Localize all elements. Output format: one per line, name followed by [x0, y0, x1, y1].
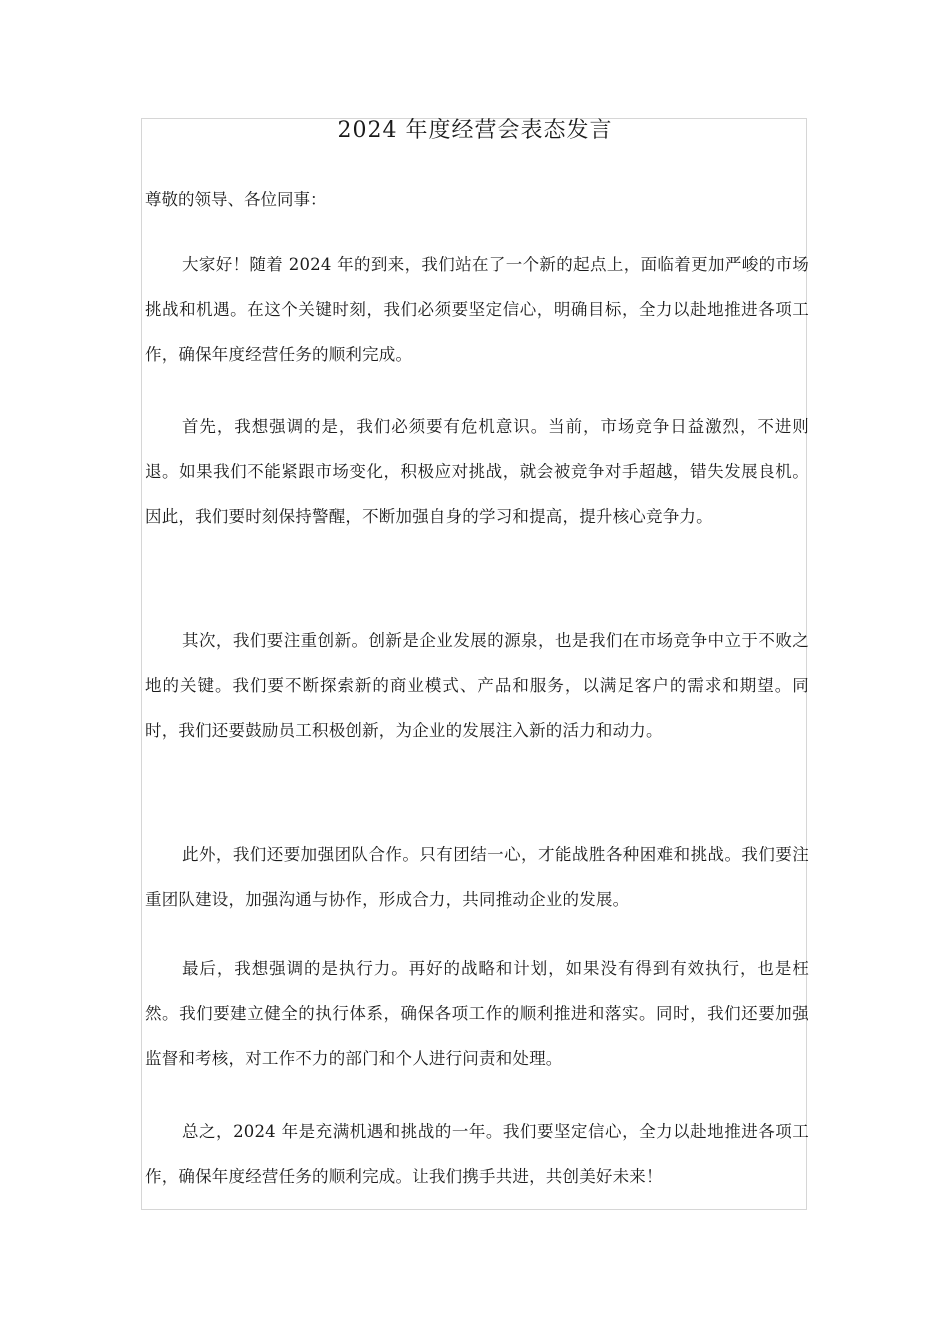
- paragraph-execution: 最后，我想强调的是执行力。再好的战略和计划，如果没有得到有效执行，也是枉然。我们要建立健全的执行体系，确保各项工作的顺利推进和落实。同时，我们还要加强监督和考核，对工作不力的部门和个人进行问责和处理。: [145, 959, 809, 1068]
- document-title: 2024 年度经营会表态发言: [337, 118, 613, 143]
- salutation: 尊敬的领导、各位同事：: [145, 190, 327, 209]
- paragraph-crisis-awareness: 首先，我想强调的是，我们必须要有危机意识。当前，市场竞争日益激烈，不进则退。如果我们不能紧跟市场变化，积极应对挑战，就会被竞争对手超越，错失发展良机。因此，我们要时刻保持警醒，不断加强自身的学习和提高，提升核心竞争力。: [145, 417, 809, 526]
- paragraph-innovation: 其次，我们要注重创新。创新是企业发展的源泉，也是我们在市场竞争中立于不败之地的关键。我们要不断探索新的商业模式、产品和服务，以满足客户的需求和期望。同时，我们还要鼓励员工积极创新，为企业的发展注入新的活力和动力。: [145, 631, 809, 740]
- paragraph-conclusion: 总之，2024 年是充满机遇和挑战的一年。我们要坚定信心，全力以赴地推进各项工作，确保年度经营任务的顺利完成。让我们携手共进，共创美好未来！: [145, 1122, 809, 1186]
- paragraph-intro: 大家好！随着 2024 年的到来，我们站在了一个新的起点上，面临着更加严峻的市场挑战和机遇。在这个关键时刻，我们必须要坚定信心，明确目标，全力以赴地推进各项工作，确保年度经营任务的顺利完成。: [145, 255, 809, 364]
- paragraph-teamwork: 此外，我们还要加强团队合作。只有团结一心，才能战胜各种困难和挑战。我们要注重团队建设，加强沟通与协作，形成合力，共同推动企业的发展。: [145, 845, 809, 909]
